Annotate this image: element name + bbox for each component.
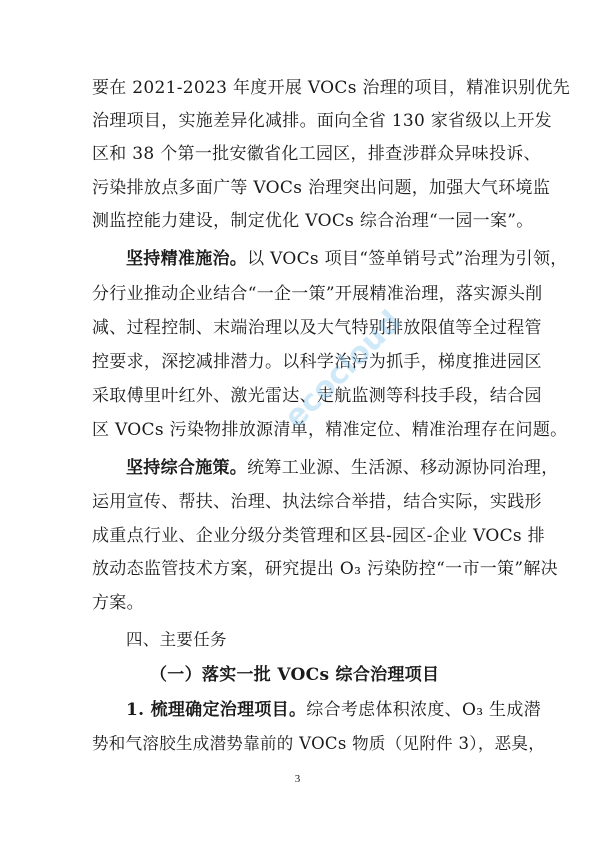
page-number: 3 xyxy=(294,773,301,785)
body-line-5: 测监控能力建设，制定优化 VOCs 综合治理“一园一案”。 xyxy=(92,211,534,231)
paragraph-lead-comprehensive: 坚持综合施策。 xyxy=(126,458,248,478)
section-heading: 四、主要任务 xyxy=(126,630,227,649)
body-line-8: 减、过程控制、末端治理以及大气特别排放限值等全过程管 xyxy=(92,318,542,338)
body-line-2: 治理项目，实施差异化减排。面向全省 130 家省级以上开发 xyxy=(92,111,552,131)
body-line-9: 控要求，深挖减排潜力。以科学治污为抓手，梯度推进园区 xyxy=(92,352,542,372)
paragraph-lead-precision: 坚持精准施治。 xyxy=(126,249,248,269)
item-lead: 1. 梳理确定治理项目。 xyxy=(126,700,307,720)
item-line-1: 1. 梳理确定治理项目。综合考虑体积浓度、O₃ 生成潜 xyxy=(126,700,541,720)
subsection-heading: （一）落实一批 VOCs 综合治理项目 xyxy=(150,665,440,685)
body-line-4: 污染排放点多面广等 VOCs 治理突出问题，加强大气环境监 xyxy=(92,178,551,198)
body-line-16: 方案。 xyxy=(92,593,144,613)
watermark: ecocloud xyxy=(277,304,409,435)
body-line-7: 分行业推动企业结合“一企一策”开展精准治理，落实源头削 xyxy=(92,284,543,304)
body-line-14: 成重点行业、企业分级分类管理和区县-园区-企业 VOCs 排 xyxy=(92,526,545,546)
item-line-2: 势和气溶胶生成潜势靠前的 VOCs 物质（见附件 3），恶臭， xyxy=(92,734,546,753)
body-line-13: 运用宣传、帮扶、治理、执法综合举措，结合实际，实践形 xyxy=(92,492,542,512)
paragraph-precision-treatment: 坚持精准施治。以 VOCs 项目“签单销号式”治理为引领， xyxy=(126,249,568,269)
body-line-11: 区 VOCs 污染物排放源清单，精准定位、精准治理存在问题。 xyxy=(92,420,568,440)
paragraph-comprehensive-measures: 坚持综合施策。统筹工业源、生活源、移动源协同治理， xyxy=(126,458,559,478)
body-line-10: 采取傅里叶红外、激光雷达、走航监测等科技手段，结合园 xyxy=(92,386,542,406)
body-line-15: 放动态监管技术方案，研究提出 O₃ 污染防控“一市一策”解决 xyxy=(92,559,558,579)
body-line-3: 区和 38 个第一批安徽省化工园区，排查涉群众异味投诉、 xyxy=(92,144,541,164)
body-line-1: 要在 2021-2023 年度开展 VOCs 治理的项目，精准识别优先 xyxy=(92,78,571,98)
